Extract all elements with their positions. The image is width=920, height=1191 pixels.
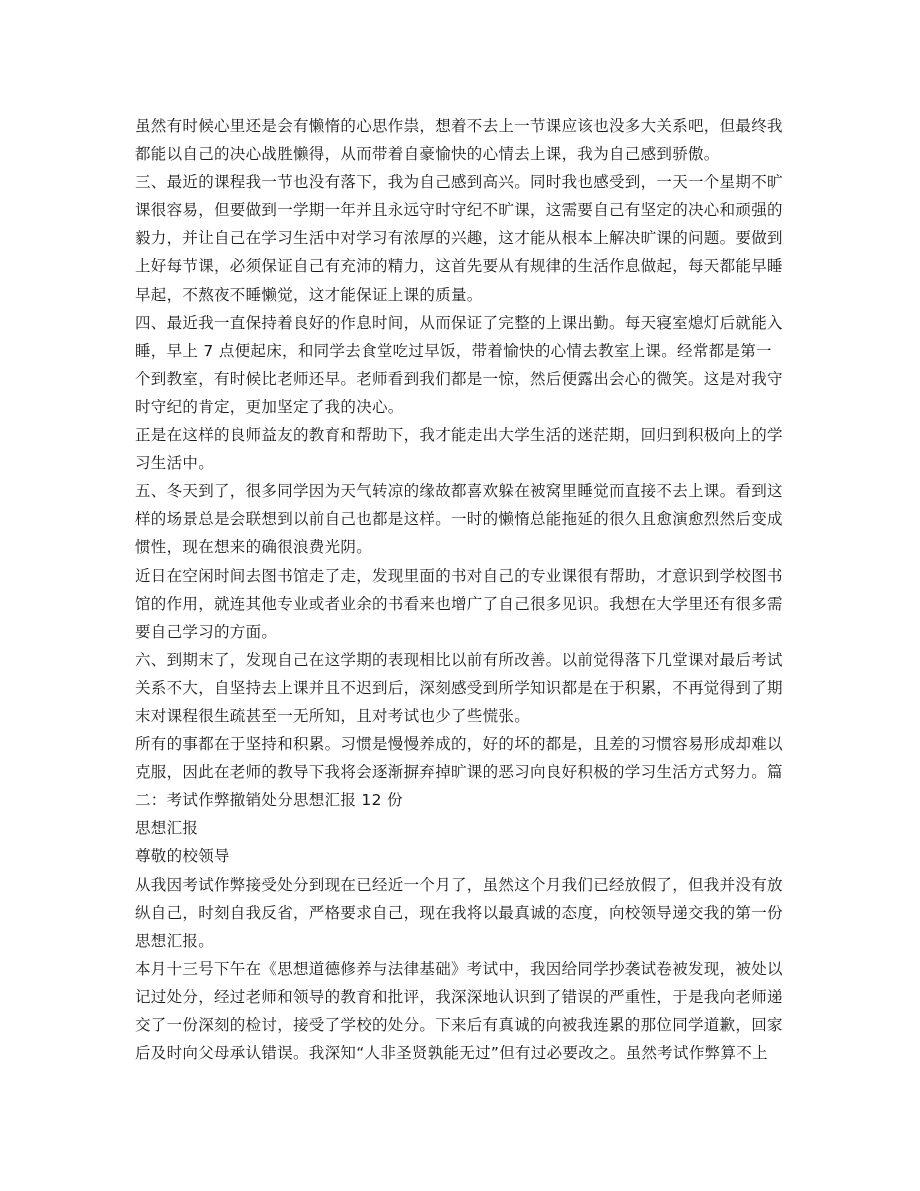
paragraph: 四、最近我一直保持着良好的作息时间，从而保证了完整的上课出勤。每天寝室熄灯后就能入 睡，早上 7 点便起床，和同学去食堂吃过早饭，带着愉快的心情去教室上课。经常都是第一 个到教室，有时候比老师还早。老师看到我们都是一惊，然后便露出会心的微笑。这是对我守 时守纪的肯定，更加坚定了我的决心。 (135, 313, 783, 416)
paragraph: 五、冬天到了，很多同学因为天气转凉的缘故都喜欢躲在被窝里睡觉而直接不去上课。看到这 样的场景总是会联想到以前自己也都是这样。一时的懒惰总能拖延的很久且愈演愈烈然后变成 惯性，现在想来的确很浪费光阴。 (135, 482, 783, 557)
paragraph: 六、到期末了，发现自己在这学期的表现相比以前有所改善。以前觉得落下几堂课对最后考试 关系不大，自坚持去上课并且不迟到后，深刻感受到所学知识都是在于积累，不再觉得到了期 末对课程很生疏甚至一无所知，且对考试也少了些慌张。 (135, 650, 783, 725)
section-title: 思想汇报 (135, 819, 199, 838)
document-body (135, 112, 785, 1067)
paragraph: 三、最近的课程我一节也没有落下，我为自己感到高兴。同时我也感受到，一天一个星期不旷 课很容易，但要做到一学期一年并且永远守时守纪不旷课，这需要自己有坚定的决心和顽强的 毅力，并让自己在学习生活中对学习有浓厚的兴趣，这才能从根本上解决旷课的问题。要做到 上好每节课，必须保证自己有充沛的精力，这首先要从有规律的生活作息做起，每天都能早睡 早起，不熬夜不睡懒觉，这才能保证上课的质量。 (135, 173, 783, 304)
paragraph: 正是在这样的良师益友的教育和帮助下，我才能走出大学生活的迷茫期，回归到积极向上的学 习生活中。 (135, 426, 783, 473)
paragraph: 近日在空闲时间去图书馆走了走，发现里面的书对自己的专业课很有帮助，才意识到学校图书 馆的作用，就连其他专业或者业余的书看来也增广了自己很多见识。我想在大学里还有很多需 要自己学习的方面。 (135, 566, 783, 641)
salutation: 尊敬的校领导 (135, 847, 230, 866)
paragraph: 本月十三号下午在《思想道德修养与法律基础》考试中，我因给同学抄袭试卷被发现，被处以 记过处分，经过老师和领导的教育和批评，我深深地认识到了错误的严重性，于是我向老师递 交了一份深刻的检讨，接受了学校的处分。下来后有真诚的向被我连累的那位同学道歉，回家 后及时向父母承认错误。我深知“人非圣贤孰能无过”但有过必要改之。虽然考试作弊算不上 (135, 959, 783, 1063)
paragraph: 所有的事都在于坚持和积累。习惯是慢慢养成的，好的坏的都是，且差的习惯容易形成却难以 克服，因此在老师的教导下我将会逐渐摒弃掉旷课的恶习向良好积极的学习生活方式努力。篇 二：考试作弊撤销处分思想汇报 12 份 (135, 735, 783, 810)
paragraph: 虽然有时候心里还是会有懒惰的心思作祟，想着不去上一节课应该也没多大关系吧，但最终我 都能以自己的决心战胜懒得，从而带着自豪愉快的心情去上课，我为自己感到骄傲。 (135, 117, 783, 164)
paragraph: 从我因考试作弊接受处分到现在已经近一个月了，虽然这个月我们已经放假了，但我并没有放 纵自己，时刻自我反省，严格要求自己，现在我将以最真诚的态度，向校领导递交我的第一份 思想汇报。 (135, 875, 783, 950)
